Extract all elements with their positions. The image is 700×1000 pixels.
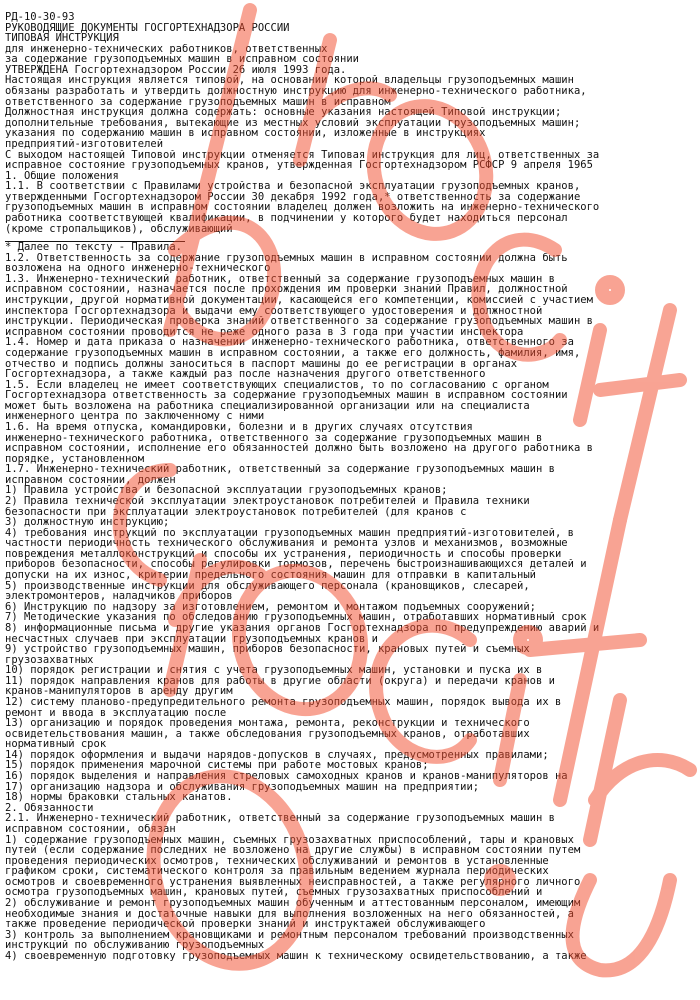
text-line: содержание грузоподъемных машин в исправном состоянии, а также его должность, фамилия, имя, [5, 347, 581, 359]
text-line: 1.6. На время отпуска, командировки, болезни и в других случаях отсутствия [5, 421, 473, 433]
text-line: ТИПОВАЯ ИНСТРУКЦИЯ [5, 33, 119, 44]
text-line: 4) своевременную подготовку грузоподъемных машин к техническому освидетельствованию, а также [5, 950, 587, 962]
text-line: исправном состоянии, обязан [5, 823, 176, 835]
text-line: * Далее по тексту - Правила. [5, 242, 183, 253]
text-line: также проведение периодической проверки знаний и инструктажей обслуживающего [5, 919, 486, 930]
text-line: 16) порядок выделения и направления стреловых самоходных кранов и кранов-манипуляторов на [5, 771, 568, 782]
text-line: освидетельствования машин, а также обследования грузоподъемных кранов, отработавших [5, 728, 530, 740]
text-line: 1.3. Инженерно-технический работник, ответственный за содержание грузоподъемных машин в [5, 273, 555, 285]
text-line: 3) контроль за выполнением крановщиками и ремонтным персоналом требований производственных [5, 929, 574, 941]
text-line: 6) Инструкцию по надзору за изготовлением, ремонтом и монтажом подъемных сооружений; [5, 601, 537, 613]
text-line: 1.4. Номер и дата приказа о назначении инженерно-технического работника, ответственного за [5, 337, 574, 348]
text-line: инспектора Госгортехнадзора и выдачи ему соответствующего удостоверения и должностной [5, 305, 543, 317]
text-line: 4) требования инструкций по эксплуатации грузоподъемных машин предприятий-изготовителей, в [5, 527, 574, 539]
text-line: возложена на одного инженерно-технического [5, 263, 271, 274]
text-line: осмотров и своевременного устранения выявленных неисправностей, а также регулярного личного [5, 876, 581, 888]
text-line: 10) порядок регистрации и снятия с учета грузоподъемных машин, установки и пуска их в [5, 665, 543, 676]
text-line: 7) Методические указания по обследованию грузоподъемных машин, отработавших нормативный срок [5, 612, 587, 623]
text-line: С выходом настоящей Типовой инструкции отменяется Типовая инструкция для лиц, ответственных за [5, 149, 600, 161]
text-line: грузозахватных [5, 654, 94, 666]
text-line: может быть возложена на работника специализированной организации или на специалиста [5, 400, 530, 412]
text-line: 1) содержание грузоподъемных машин, съемных грузозахватных приспособлений, тары и крановых [5, 834, 574, 846]
text-line: исправном состоянии проводится не реже одного раза в 3 года при участии инспектора [5, 326, 524, 338]
text-line: инструкции. Периодическая проверка знаний ответственного за содержание грузоподъемных машин в [5, 316, 593, 327]
text-line: графиком сроки, систематического контроля за правильным ведением журнала периодических [5, 866, 549, 877]
text-line: 1.2. Ответственность за содержание грузоподъемных машин в исправном состоянии должна быть [5, 252, 568, 264]
text-line: 15) порядок применения марочной системы при работе мостовых кранов; [5, 760, 429, 772]
text-line: исправном состоянии, должен [5, 474, 176, 486]
text-line: (кроме стропальщиков), обслуживающий [5, 223, 233, 235]
text-line: 14) порядок оформления и выдачи нарядов-допусков в случаях, предусмотренных правилами; [5, 749, 549, 761]
text-line: предприятий-изготовителей [5, 138, 164, 150]
text-line: РУКОВОДЯЩИЕ ДОКУМЕНТЫ ГОСГОРТЕХНАДЗОРА РОССИИ [5, 22, 290, 34]
text-line: указания по содержанию машин в исправном состоянии, изложенные в инструкциях [5, 128, 486, 139]
text-line: допуски на их износ, критерии предельного состояния машин для отправки в капитальный [5, 570, 537, 581]
text-line: утвержденными Госгортехнадзором России 30 декабря 1992 года,* ответственность за содержание [5, 191, 581, 203]
text-line: повреждения металлоконструкций и способы их устранения, периодичность и способы проверки [5, 548, 562, 560]
text-line: дополнительные требования, вытекающие из местных условий эксплуатации грузоподъемных машин; [5, 117, 581, 129]
text-line: исправном состоянии, исполнение его обязанностей должно быть возложено на другого работника в [5, 443, 593, 454]
text-line: 2) Правила технической эксплуатации электроустановок потребителей и Правила техники [5, 496, 530, 507]
text-line: работника соответствующей квалификации, в подчинении у которого будет находиться персонал [5, 212, 568, 224]
text-line: Настоящая инструкция является типовой, на основании которой владельцы грузоподъемных машин [5, 75, 574, 87]
text-line: несчастных случаев при эксплуатации грузоподъемных кранов и [5, 633, 378, 645]
text-line: 18) нормы браковки стальных канатов. [5, 792, 233, 803]
text-line: 2. Обязанности [5, 802, 94, 814]
text-line: 2) обслуживание и ремонт грузоподъемных машин обученным и аттестованным персоналом, имеющим [5, 897, 581, 909]
text-line: обязаны разработать и утвердить должностную инструкцию для инженерно-технического работника, [5, 86, 587, 97]
text-line: безопасности при эксплуатации электроустановок потребителей (для кранов с [5, 506, 467, 518]
text-line: исправном состоянии, назначается после прохождения им проверки знаний Правил, должностной [5, 284, 568, 296]
text-line: за содержание грузоподъемных машин в исправном состоянии [5, 54, 360, 65]
text-line: 9) устройство грузоподъемных машин, приборов безопасности, крановых путей и съемных [5, 644, 530, 655]
text-line: 2.1. Инженерно-технический работник, ответственный за содержание грузоподъемных машин в [5, 813, 555, 824]
text-line: РД-10-30-93 [5, 12, 75, 23]
text-line: необходимые знания и достаточные навыки для выполнения возложенных на него обязанностей, а [5, 908, 574, 920]
text-line: 17) организацию надзора и обслуживания грузоподъемных машин на предприятии; [5, 781, 480, 793]
text-line: для инженерно-технических работников, ответственных [5, 43, 328, 55]
text-line: УТВЕРЖДЕНА Госгортехнадзором России 26 июля 1993 года. [5, 64, 347, 76]
text-line: 13) организацию и порядок проведения монтажа, ремонта, реконструкции и технического [5, 718, 530, 729]
text-line: 12) систему планово-предупредительного ремонта грузоподъемных машин, порядок вывода их в [5, 697, 562, 708]
text-line [5, 234, 695, 240]
text-line: инструкций по обслуживанию грузоподъемных [5, 940, 265, 951]
text-line: нормативный срок [5, 739, 107, 750]
text-line: кранов-манипуляторов в аренду другим [5, 686, 233, 697]
document-text [5, 12, 695, 961]
text-line: электромонтеров, наладчиков приборов [5, 591, 233, 602]
text-line: 5) производственные инструкции для обслуживающего персонала (крановщиков, слесарей, [5, 580, 530, 592]
text-line: 1.1. В соответствии с Правилами устройства и безопасной эксплуатации грузоподъемных кранов, [5, 181, 581, 192]
text-line: порядке, установленном [5, 453, 145, 465]
text-line: 1.7. Инженерно-технический работник, ответственный за содержание грузоподъемных машин в [5, 464, 555, 475]
text-line: отчество и подпись должны заноситься в паспорт машины до ее регистрации в органах [5, 358, 518, 370]
text-line: грузоподъемных машин в исправном состоянии владелец должен возложить на инженерно-технического [5, 202, 600, 213]
text-line: 11) порядок направления кранов для работы в другие области (округа) и передачи кранов и [5, 675, 555, 687]
text-line: Должностная инструкция должна содержать: основные указания настоящей Типовой инструкции; [5, 107, 562, 118]
text-line: инженерного центра по заключенному с ними [5, 411, 265, 422]
text-line: ремонт и ввода в эксплуатацию после [5, 707, 227, 719]
text-line: Госгортехнадзора, а также каждый раз после назначения другого ответственного [5, 369, 486, 380]
text-line: Госгортехнадзора ответственность за содержание грузоподъемных машин в исправном состоянии [5, 390, 568, 401]
text-line: 1. Общие положения [5, 170, 119, 182]
text-line: частности периодичность технического обслуживания и ремонта узлов и механизмов, возможные [5, 538, 568, 549]
text-line: 1) Правила устройства и безопасной эксплуатации грузоподъемных кранов; [5, 485, 448, 497]
text-line: 1.5. Если владелец не имеет соответствующих специалистов, то по согласованию с органом [5, 379, 549, 391]
text-line: ответственного за содержание грузоподъемных машин в исправном [5, 96, 391, 108]
text-line: приборов безопасности, способы регулировки тормозов, перечень быстроизнашивающихся деталей и [5, 559, 587, 571]
text-line: осмотра грузоподъемных машин, крановых путей, съемных грузозахватных приспособлений и [5, 887, 543, 898]
text-line: проведения периодических осмотров, технических обслуживаний и ремонтов в установленные [5, 855, 549, 867]
text-line: инструкции, другой нормативной документации, касающейся его компетенции, комиссией с участием [5, 295, 593, 306]
text-line: 3) должностную инструкцию; [5, 517, 170, 528]
text-line: исправное состояние грузоподъемных кранов, утвержденная Госгортехнадзором РСФСР 9 апреля 1965 [5, 160, 593, 171]
text-line: инженерно-технического работника, ответственного за содержание грузоподъемных машин в [5, 432, 543, 444]
text-line: 8) информационные письма и другие указания органов Госгортехнадзора по предупреждению аварий и [5, 622, 600, 634]
text-line: путей (если содержание последних не возложено на другие службы) в исправном состоянии путем [5, 845, 581, 856]
